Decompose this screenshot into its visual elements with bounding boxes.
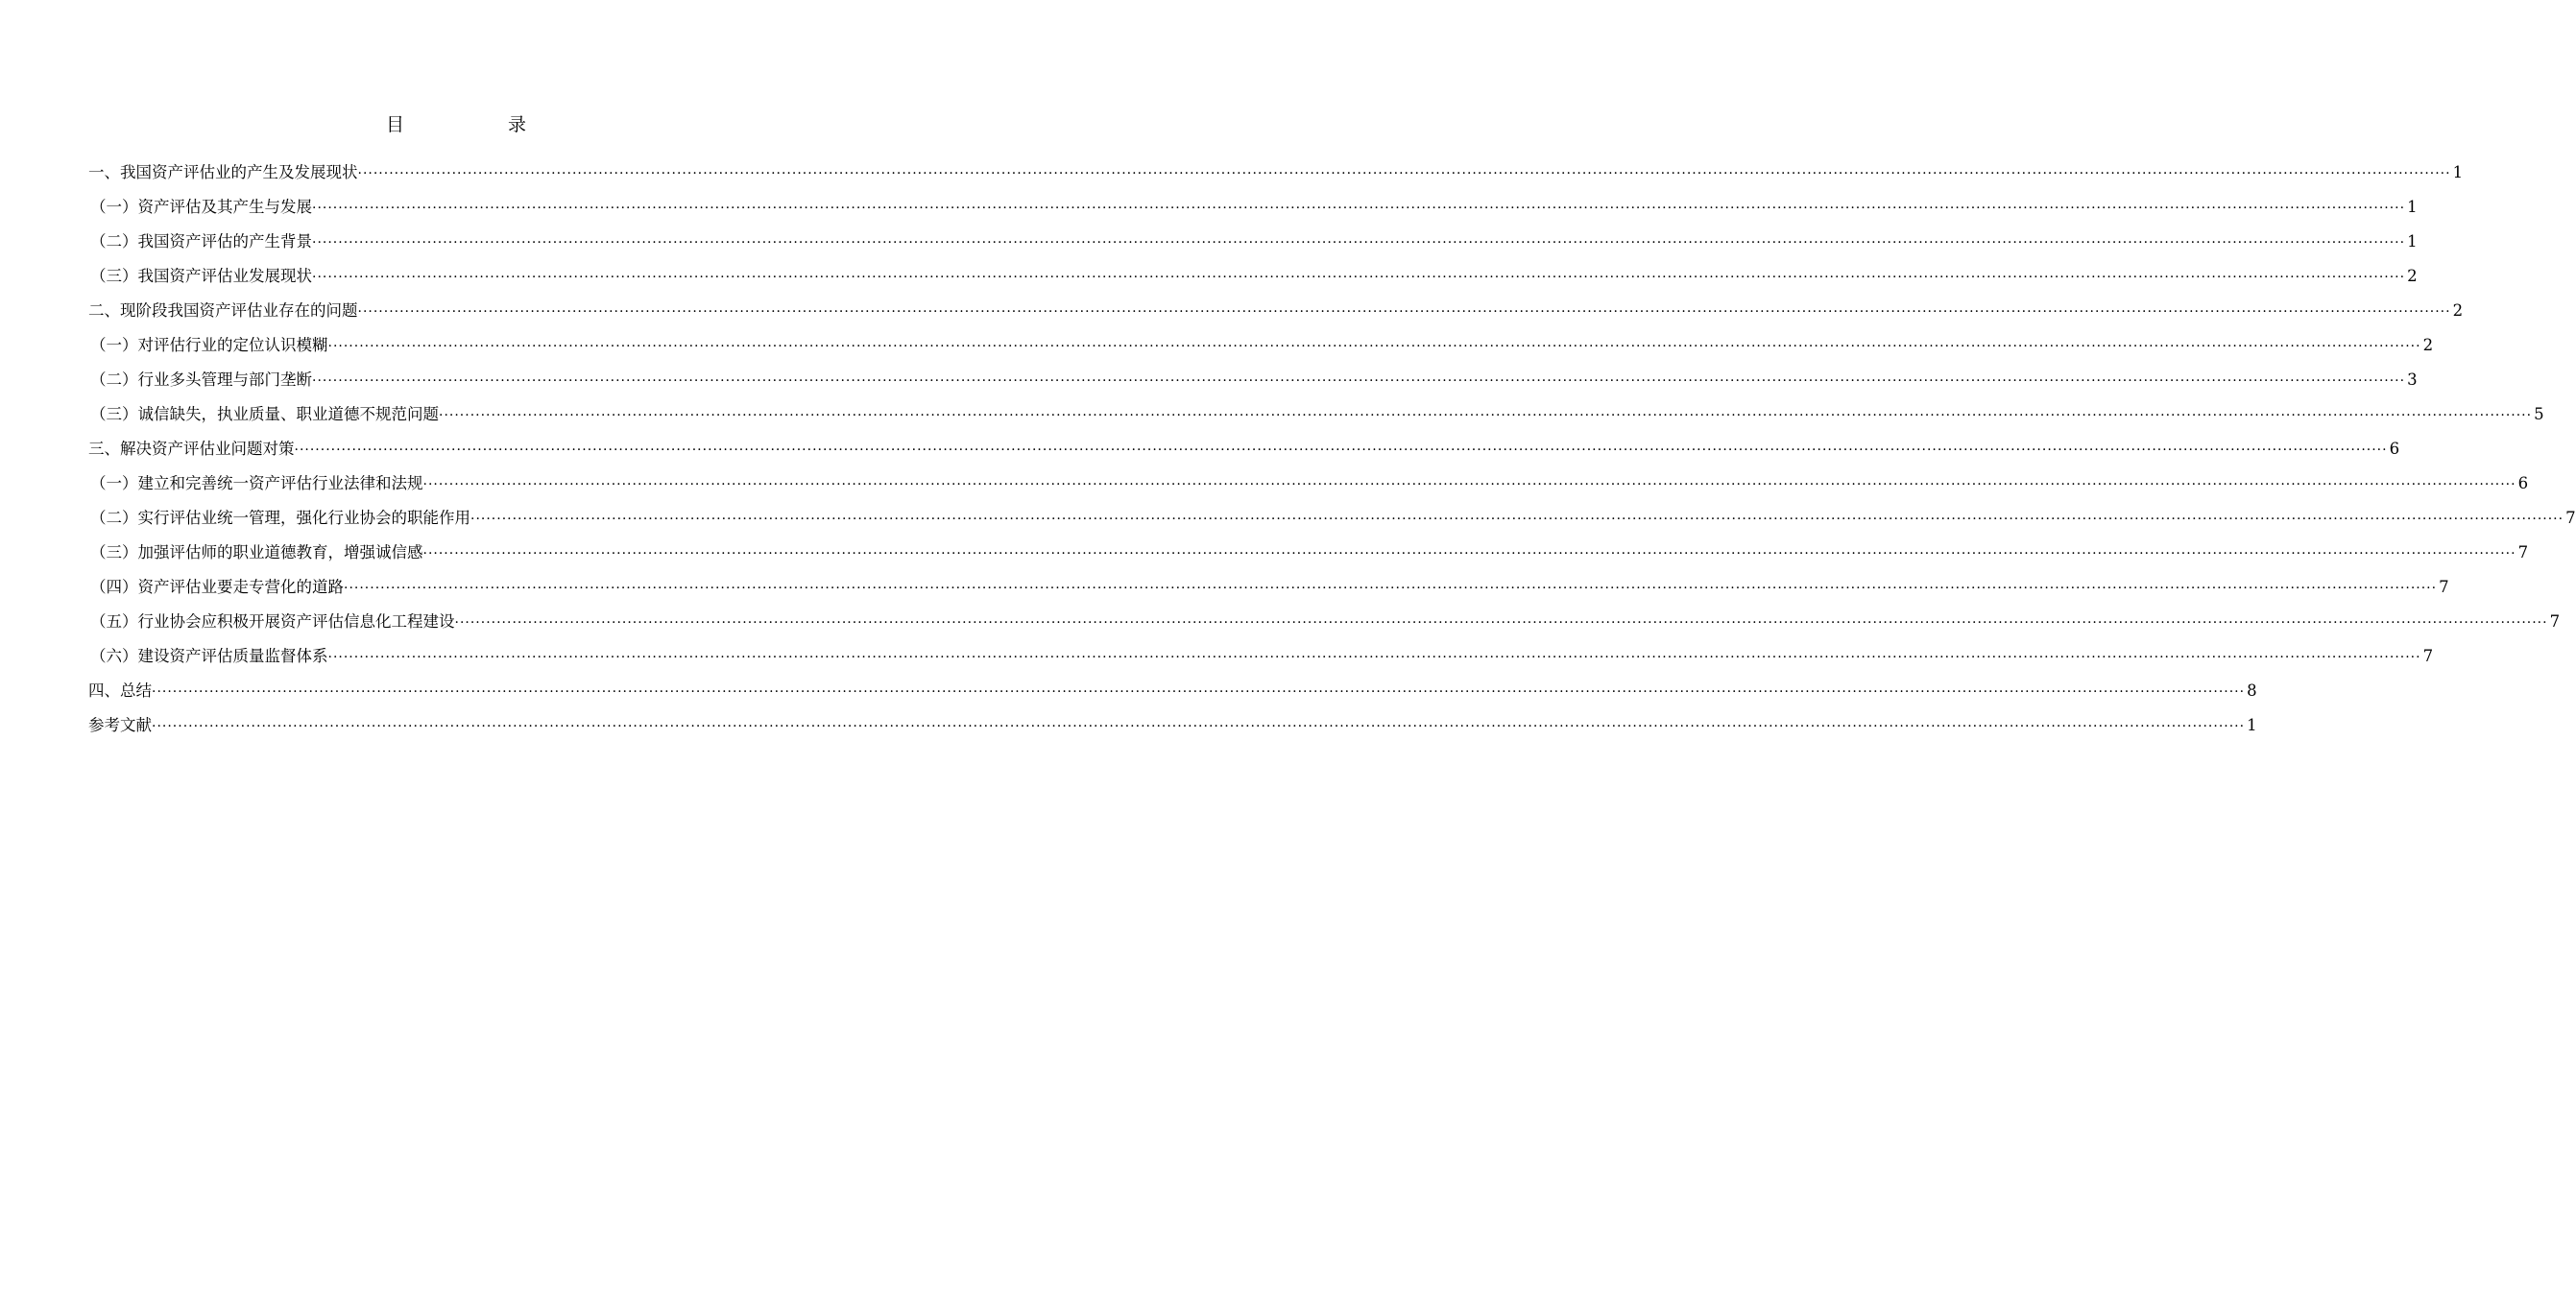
toc-entry[interactable] bbox=[88, 469, 2529, 504]
toc-dot-leader: ················································································································································································································································································································································································································ bbox=[422, 546, 2516, 561]
toc-entry-label: （三）我国资产评估业发展现状 bbox=[90, 267, 312, 285]
toc-entry-label: （五）行业协会应积极开展资产评估信息化工程建设 bbox=[90, 612, 455, 631]
toc-entry-page-number: 7 bbox=[2565, 509, 2576, 527]
toc-title-right: 录 bbox=[508, 114, 527, 135]
toc-entry-page-number: 6 bbox=[2389, 440, 2400, 458]
toc-dot-leader: ················································································································································································································································································································································································································ bbox=[357, 304, 2451, 320]
toc-entry-page-number: 2 bbox=[2452, 301, 2464, 320]
toc-entry-page-number: 6 bbox=[2517, 474, 2529, 492]
toc-entry-page-number: 7 bbox=[2439, 578, 2449, 596]
toc-entry-label: （二）行业多头管理与部门垄断 bbox=[90, 370, 312, 389]
toc-entry[interactable] bbox=[88, 504, 2576, 538]
toc-entry-page-number: 3 bbox=[2407, 370, 2418, 389]
toc-entry[interactable] bbox=[88, 711, 2257, 746]
toc-dot-leader: ················································································································································································································································································································································································································ bbox=[327, 650, 2421, 665]
toc-entry-label: （三）诚信缺失，执业质量、职业道德不规范问题 bbox=[90, 405, 439, 423]
toc-entry-page-number: 7 bbox=[2549, 612, 2561, 631]
toc-entry-page-number: 1 bbox=[2452, 163, 2464, 181]
toc-entry-label: （二）实行评估业统一管理，强化行业协会的职能作用 bbox=[90, 509, 470, 527]
toc-entry[interactable] bbox=[88, 538, 2529, 573]
toc-list bbox=[88, 158, 2576, 746]
toc-entry[interactable] bbox=[88, 608, 2561, 642]
toc-dot-leader: ················································································································································································································································································································································································································ bbox=[344, 581, 2438, 596]
toc-entry-page-number: 1 bbox=[2407, 232, 2418, 251]
toc-dot-leader: ················································································································································································································································································································································································································ bbox=[439, 408, 2533, 423]
toc-entry-page-number: 2 bbox=[2422, 336, 2434, 354]
toc-entry-page-number: 5 bbox=[2534, 405, 2544, 423]
toc-entry-page-number: 8 bbox=[2247, 681, 2257, 700]
toc-entry-label: （四）资产评估业要走专营化的道路 bbox=[90, 578, 344, 596]
toc-dot-leader: ················································································································································································································································································································································································································ bbox=[152, 684, 2246, 700]
toc-entry-label: 一、我国资产评估业的产生及发展现状 bbox=[88, 163, 358, 181]
toc-dot-leader: ················································································································································································································································································································································································································ bbox=[312, 235, 2406, 251]
toc-entry[interactable] bbox=[88, 366, 2418, 400]
toc-dot-leader: ················································································································································································································································································································································································································ bbox=[312, 373, 2406, 389]
toc-dot-leader: ················································································································································································································································································································································································································ bbox=[152, 719, 2246, 734]
toc-entry-page-number: 1 bbox=[2407, 198, 2418, 216]
toc-dot-leader: ················································································································································································································································································································································································································ bbox=[422, 477, 2516, 492]
toc-title bbox=[0, 111, 912, 138]
toc-entry[interactable] bbox=[88, 297, 2464, 331]
toc-entry[interactable] bbox=[88, 227, 2418, 262]
toc-entry-label: 参考文献 bbox=[88, 716, 152, 734]
toc-entry-label: （一）建立和完善统一资产评估行业法律和法规 bbox=[90, 474, 423, 492]
toc-entry-label: （一）对评估行业的定位认识模糊 bbox=[90, 336, 328, 354]
toc-dot-leader: ················································································································································································································································································································································································································ bbox=[327, 339, 2421, 354]
toc-entry-label: 三、解决资产评估业问题对策 bbox=[88, 440, 295, 458]
toc-entry-page-number: 7 bbox=[2422, 647, 2434, 665]
toc-dot-leader: ················································································································································································································································································································································································································ bbox=[312, 201, 2406, 216]
toc-entry-label: 二、现阶段我国资产评估业存在的问题 bbox=[88, 301, 358, 320]
toc-title-left: 目 bbox=[385, 114, 404, 135]
toc-dot-leader: ················································································································································································································································································································································································································ bbox=[454, 615, 2548, 631]
toc-entry[interactable] bbox=[88, 642, 2434, 677]
toc-entry-label: （二）我国资产评估的产生背景 bbox=[90, 232, 312, 251]
toc-entry[interactable] bbox=[88, 262, 2418, 297]
toc-entry-label: 四、总结 bbox=[88, 681, 152, 700]
toc-entry[interactable] bbox=[88, 677, 2257, 711]
toc-entry-label: （一）资产评估及其产生与发展 bbox=[90, 198, 312, 216]
toc-dot-leader: ················································································································································································································································································································································································································ bbox=[470, 512, 2564, 527]
toc-entry-page-number: 7 bbox=[2517, 543, 2529, 561]
toc-entry[interactable] bbox=[88, 573, 2449, 608]
toc-dot-leader: ················································································································································································································································································································································································································ bbox=[294, 442, 2388, 458]
toc-entry[interactable] bbox=[88, 400, 2544, 435]
toc-dot-leader: ················································································································································································································································································································································································································ bbox=[357, 166, 2451, 181]
toc-entry[interactable] bbox=[88, 193, 2418, 227]
toc-entry-label: （三）加强评估师的职业道德教育，增强诚信感 bbox=[90, 543, 423, 561]
toc-entry-page-number: 1 bbox=[2247, 716, 2257, 734]
toc-entry[interactable] bbox=[88, 158, 2464, 193]
toc-entry-label: （六）建设资产评估质量监督体系 bbox=[90, 647, 328, 665]
toc-entry[interactable] bbox=[88, 331, 2434, 366]
toc-dot-leader: ················································································································································································································································································································································································································ bbox=[312, 270, 2406, 285]
toc-entry[interactable] bbox=[88, 435, 2400, 469]
toc-entry-page-number: 2 bbox=[2407, 267, 2418, 285]
